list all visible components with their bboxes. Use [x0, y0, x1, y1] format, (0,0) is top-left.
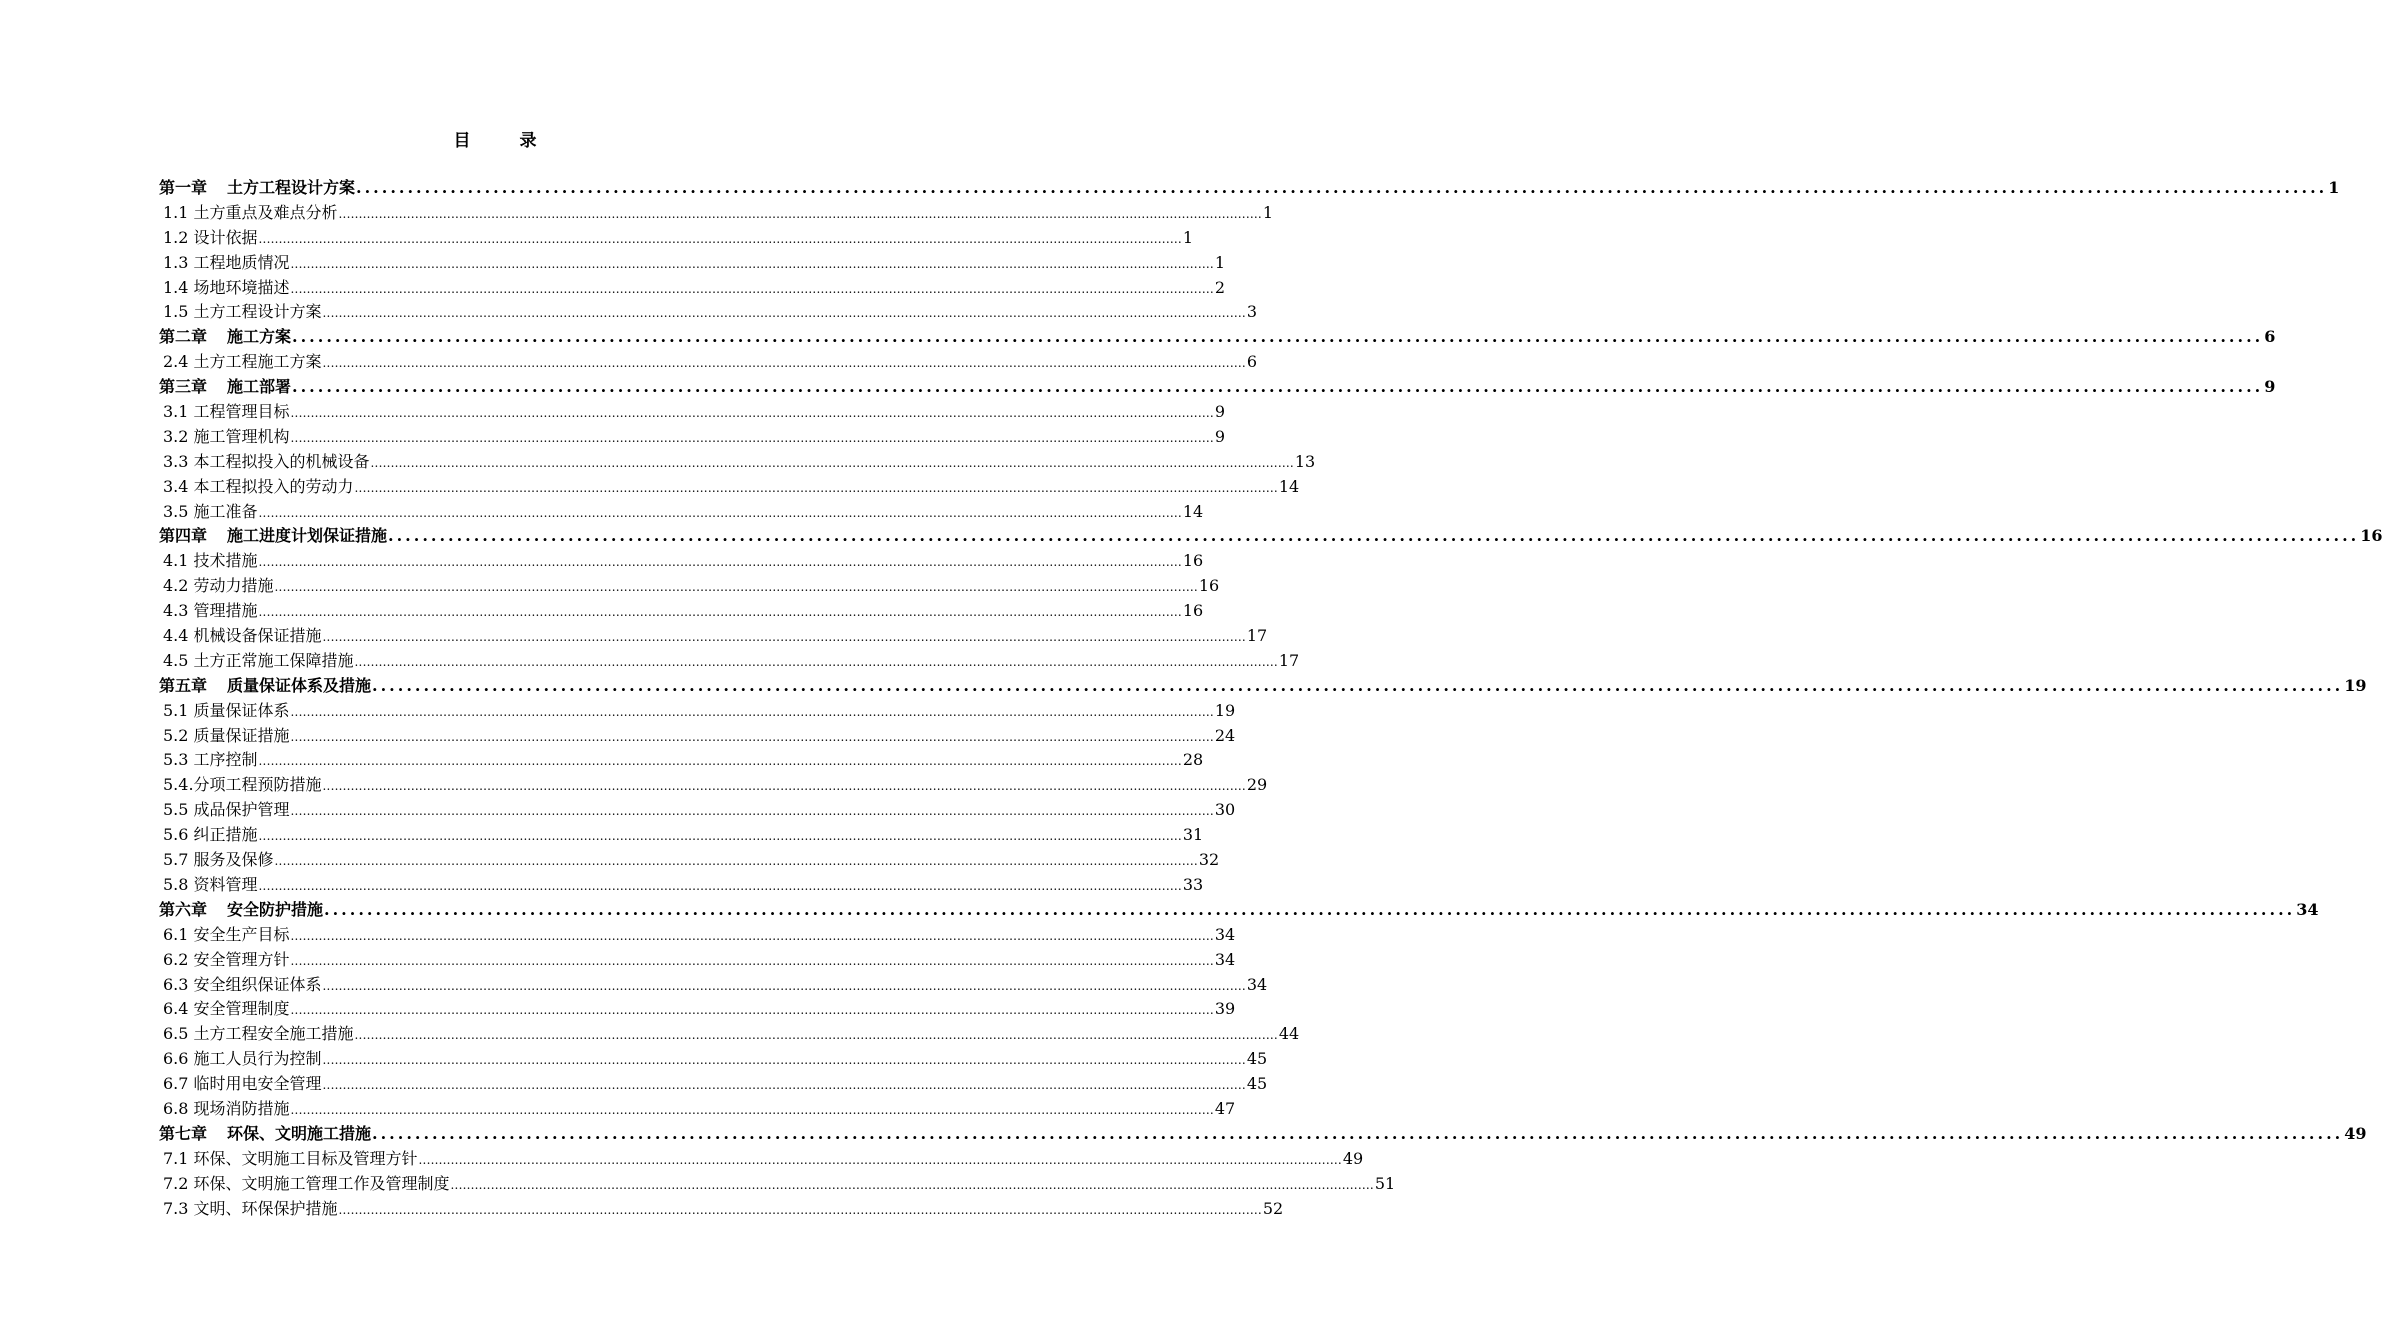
- page-number: 16: [1182, 601, 1204, 621]
- section-title: 5.3 工序控制: [163, 750, 258, 770]
- dot-leader: ......................................................................................................................................................................................................................................: [290, 953, 1214, 968]
- toc-section-entry[interactable]: [159, 698, 1236, 723]
- chapter-title: 施工方案: [227, 327, 292, 347]
- toc-section-entry[interactable]: [159, 1021, 1300, 1046]
- section-title: 5.4.分项工程预防措施: [163, 775, 322, 795]
- dot-leader: ......................................................................................................................................................................................................................................: [274, 854, 1198, 869]
- toc-section-entry[interactable]: [159, 772, 1268, 797]
- section-title: 6.1 安全生产目标: [163, 924, 290, 944]
- section-title: 4.3 管理措施: [163, 601, 258, 621]
- section-title: 5.6 纠正措施: [163, 825, 258, 845]
- toc-section-entry[interactable]: [159, 922, 1236, 947]
- toc-section-entry[interactable]: [159, 474, 1300, 499]
- toc-section-entry[interactable]: [159, 847, 1220, 872]
- page-number: 9: [1214, 426, 1226, 446]
- toc-chapter-entry[interactable]: [159, 374, 2276, 399]
- page-number: 1: [1214, 252, 1226, 272]
- toc-section-entry[interactable]: [159, 1171, 1396, 1196]
- toc-section-entry[interactable]: [159, 598, 1204, 623]
- page-number: 34: [1214, 949, 1236, 969]
- dot-leader: ......................................................................................................................................................................................................................................: [292, 377, 2264, 397]
- section-title: 4.4 机械设备保证措施: [163, 626, 322, 646]
- section-title: 6.8 现场消防措施: [163, 1098, 290, 1118]
- page-number: 17: [1246, 626, 1268, 646]
- toc-chapter-entry[interactable]: [159, 1121, 2367, 1146]
- chapter-title: 质量保证体系及措施: [227, 675, 372, 695]
- chapter-number: 第三章: [159, 377, 208, 397]
- toc-chapter-entry[interactable]: [159, 523, 2382, 548]
- dot-leader: ......................................................................................................................................................................................................................................: [322, 356, 1246, 371]
- table-of-contents: [159, 175, 2382, 1220]
- page-number: 33: [1182, 874, 1204, 894]
- page-number: 14: [1182, 501, 1204, 521]
- section-title: 3.2 施工管理机构: [163, 426, 290, 446]
- page-number: 49: [2344, 1123, 2367, 1143]
- section-title: 1.3 工程地质情况: [163, 252, 290, 272]
- dot-leader: ......................................................................................................................................................................................................................................: [290, 430, 1214, 445]
- dot-leader: ......................................................................................................................................................................................................................................: [258, 505, 1182, 520]
- toc-section-entry[interactable]: [159, 996, 1236, 1021]
- toc-section-entry[interactable]: [159, 349, 1258, 374]
- dot-leader: ......................................................................................................................................................................................................................................: [290, 1102, 1214, 1117]
- page-number: 19: [2344, 675, 2367, 695]
- chapter-title: 施工部署: [227, 377, 292, 397]
- page-number: 45: [1246, 1074, 1268, 1094]
- dot-leader: ......................................................................................................................................................................................................................................: [258, 605, 1182, 620]
- chapter-number: 第二章: [159, 327, 208, 347]
- section-title: 7.3 文明、环保保护措施: [163, 1198, 338, 1218]
- page-number: 52: [1262, 1198, 1284, 1218]
- toc-section-entry[interactable]: [159, 797, 1236, 822]
- toc-section-entry[interactable]: [159, 499, 1204, 524]
- dot-leader: ......................................................................................................................................................................................................................................: [372, 1123, 2344, 1143]
- page-number: 39: [1214, 999, 1236, 1019]
- dot-leader: ......................................................................................................................................................................................................................................: [292, 327, 2264, 347]
- toc-section-entry[interactable]: [159, 872, 1204, 897]
- section-title: 5.8 资料管理: [163, 874, 258, 894]
- toc-title: 目 录: [453, 131, 553, 151]
- page-number: 6: [1246, 352, 1258, 372]
- toc-section-entry[interactable]: [159, 648, 1300, 673]
- page-number: 29: [1246, 775, 1268, 795]
- chapter-title: 环保、文明施工措施: [227, 1123, 372, 1143]
- toc-chapter-entry[interactable]: [159, 897, 2319, 922]
- dot-leader: ......................................................................................................................................................................................................................................: [258, 231, 1182, 246]
- section-title: 6.2 安全管理方针: [163, 949, 290, 969]
- toc-section-entry[interactable]: [159, 1196, 1284, 1221]
- section-title: 3.4 本工程拟投入的劳动力: [163, 476, 354, 496]
- dot-leader: ......................................................................................................................................................................................................................................: [290, 406, 1214, 421]
- dot-leader: ......................................................................................................................................................................................................................................: [322, 779, 1246, 794]
- page-number: 45: [1246, 1049, 1268, 1069]
- section-title: 5.1 质量保证体系: [163, 700, 290, 720]
- page-number: 13: [1294, 451, 1316, 471]
- page-number: 47: [1214, 1098, 1236, 1118]
- toc-chapter-entry[interactable]: [159, 673, 2367, 698]
- section-title: 1.1 土方重点及难点分析: [163, 202, 338, 222]
- section-title: 7.2 环保、文明施工管理工作及管理制度: [163, 1173, 450, 1193]
- page-number: 1: [1182, 227, 1194, 247]
- page-number: 16: [1198, 576, 1220, 596]
- page-number: 32: [1198, 850, 1220, 870]
- dot-leader: ......................................................................................................................................................................................................................................: [290, 729, 1214, 744]
- page-number: 9: [1214, 402, 1226, 422]
- dot-leader: ......................................................................................................................................................................................................................................: [338, 206, 1262, 221]
- page-number: 16: [2360, 526, 2382, 546]
- toc-section-entry[interactable]: [159, 822, 1204, 847]
- dot-leader: ......................................................................................................................................................................................................................................: [322, 1078, 1246, 1093]
- section-title: 6.6 施工人员行为控制: [163, 1049, 322, 1069]
- toc-section-entry[interactable]: [159, 972, 1268, 997]
- page-number: 24: [1214, 725, 1236, 745]
- dot-leader: ......................................................................................................................................................................................................................................: [338, 1202, 1262, 1217]
- toc-section-entry[interactable]: [159, 299, 1258, 324]
- section-title: 3.5 施工准备: [163, 501, 258, 521]
- page-number: 14: [1278, 476, 1300, 496]
- section-title: 3.3 本工程拟投入的机械设备: [163, 451, 370, 471]
- section-title: 3.1 工程管理目标: [163, 402, 290, 422]
- page-number: 34: [1214, 924, 1236, 944]
- page-number: 3: [1246, 302, 1258, 322]
- toc-section-entry[interactable]: [159, 424, 1226, 449]
- section-title: 1.5 土方工程设计方案: [163, 302, 322, 322]
- dot-leader: ......................................................................................................................................................................................................................................: [324, 899, 2296, 919]
- section-title: 5.2 质量保证措施: [163, 725, 290, 745]
- dot-leader: ......................................................................................................................................................................................................................................: [322, 630, 1246, 645]
- toc-section-entry[interactable]: [159, 1071, 1268, 1096]
- dot-leader: ......................................................................................................................................................................................................................................: [370, 455, 1294, 470]
- toc-section-entry[interactable]: [159, 1046, 1268, 1071]
- toc-section-entry[interactable]: [159, 947, 1236, 972]
- dot-leader: ......................................................................................................................................................................................................................................: [388, 526, 2360, 546]
- section-title: 1.2 设计依据: [163, 227, 258, 247]
- section-title: 1.4 场地环境描述: [163, 277, 290, 297]
- dot-leader: ......................................................................................................................................................................................................................................: [290, 804, 1214, 819]
- toc-section-entry[interactable]: [159, 1146, 1364, 1171]
- chapter-title: 土方工程设计方案: [227, 178, 356, 197]
- page-number: 30: [1214, 800, 1236, 820]
- section-title: 5.7 服务及保修: [163, 850, 274, 870]
- dot-leader: ......................................................................................................................................................................................................................................: [372, 675, 2344, 695]
- chapter-number: 第六章: [159, 899, 208, 919]
- page-number: 34: [2296, 899, 2319, 919]
- page-number: 6: [2264, 327, 2276, 347]
- dot-leader: ......................................................................................................................................................................................................................................: [290, 256, 1214, 271]
- chapter-number: 第一章: [159, 178, 208, 197]
- dot-leader: ......................................................................................................................................................................................................................................: [274, 580, 1198, 595]
- toc-chapter-entry[interactable]: [159, 324, 2276, 349]
- page-number: 16: [1182, 551, 1204, 571]
- chapter-title: 安全防护措施: [227, 899, 324, 919]
- dot-leader: ......................................................................................................................................................................................................................................: [258, 878, 1182, 893]
- page-number: 17: [1278, 650, 1300, 670]
- toc-section-entry[interactable]: [159, 1096, 1236, 1121]
- toc-section-entry[interactable]: [159, 200, 1274, 225]
- dot-leader: ......................................................................................................................................................................................................................................: [322, 1053, 1246, 1068]
- section-title: 6.4 安全管理制度: [163, 999, 290, 1019]
- page-number: 34: [1246, 974, 1268, 994]
- dot-leader: ......................................................................................................................................................................................................................................: [290, 1003, 1214, 1018]
- dot-leader: ......................................................................................................................................................................................................................................: [418, 1152, 1342, 1167]
- toc-section-entry[interactable]: [159, 548, 1204, 573]
- chapter-title: 施工进度计划保证措施: [227, 526, 388, 546]
- dot-leader: ......................................................................................................................................................................................................................................: [258, 555, 1182, 570]
- dot-leader: ......................................................................................................................................................................................................................................: [258, 754, 1182, 769]
- page-number: 2: [1214, 277, 1226, 297]
- dot-leader: ......................................................................................................................................................................................................................................: [356, 178, 2328, 197]
- page-number: 49: [1342, 1148, 1364, 1168]
- dot-leader: ......................................................................................................................................................................................................................................: [450, 1177, 1374, 1192]
- page-number: 51: [1374, 1173, 1396, 1193]
- section-title: 6.5 土方工程安全施工措施: [163, 1024, 354, 1044]
- chapter-number: 第四章: [159, 526, 208, 546]
- section-title: 2.4 土方工程施工方案: [163, 352, 322, 372]
- section-title: 4.5 土方正常施工保障措施: [163, 650, 354, 670]
- page-number: 31: [1182, 825, 1204, 845]
- page-number: 44: [1278, 1024, 1300, 1044]
- toc-chapter-entry[interactable]: [159, 175, 2340, 200]
- section-title: 4.1 技术措施: [163, 551, 258, 571]
- toc-section-entry[interactable]: [159, 250, 1226, 275]
- dot-leader: ......................................................................................................................................................................................................................................: [290, 928, 1214, 943]
- section-title: 7.1 环保、文明施工目标及管理方针: [163, 1148, 418, 1168]
- toc-section-entry[interactable]: [159, 449, 1316, 474]
- dot-leader: ......................................................................................................................................................................................................................................: [354, 654, 1278, 669]
- dot-leader: ......................................................................................................................................................................................................................................: [258, 829, 1182, 844]
- toc-section-entry[interactable]: [159, 723, 1236, 748]
- dot-leader: ......................................................................................................................................................................................................................................: [354, 480, 1278, 495]
- toc-section-entry[interactable]: [159, 275, 1226, 300]
- page-number: 28: [1182, 750, 1204, 770]
- dot-leader: ......................................................................................................................................................................................................................................: [354, 1028, 1278, 1043]
- section-title: 5.5 成品保护管理: [163, 800, 290, 820]
- dot-leader: ......................................................................................................................................................................................................................................: [322, 978, 1246, 993]
- toc-section-entry[interactable]: [159, 573, 1220, 598]
- section-title: 6.7 临时用电安全管理: [163, 1074, 322, 1094]
- chapter-number: 第七章: [159, 1123, 208, 1143]
- page-number: 19: [1214, 700, 1236, 720]
- dot-leader: ......................................................................................................................................................................................................................................: [290, 281, 1214, 296]
- page-number: 1: [1262, 202, 1274, 222]
- section-title: 6.3 安全组织保证体系: [163, 974, 322, 994]
- toc-section-entry[interactable]: [159, 623, 1268, 648]
- dot-leader: ......................................................................................................................................................................................................................................: [290, 704, 1214, 719]
- chapter-number: 第五章: [159, 675, 208, 695]
- toc-section-entry[interactable]: [159, 747, 1204, 772]
- section-title: 4.2 劳动力措施: [163, 576, 274, 596]
- toc-section-entry[interactable]: [159, 225, 1194, 250]
- dot-leader: ......................................................................................................................................................................................................................................: [322, 306, 1246, 321]
- page-number: 1: [2328, 178, 2340, 197]
- toc-section-entry[interactable]: [159, 399, 1226, 424]
- page-number: 9: [2264, 377, 2276, 397]
